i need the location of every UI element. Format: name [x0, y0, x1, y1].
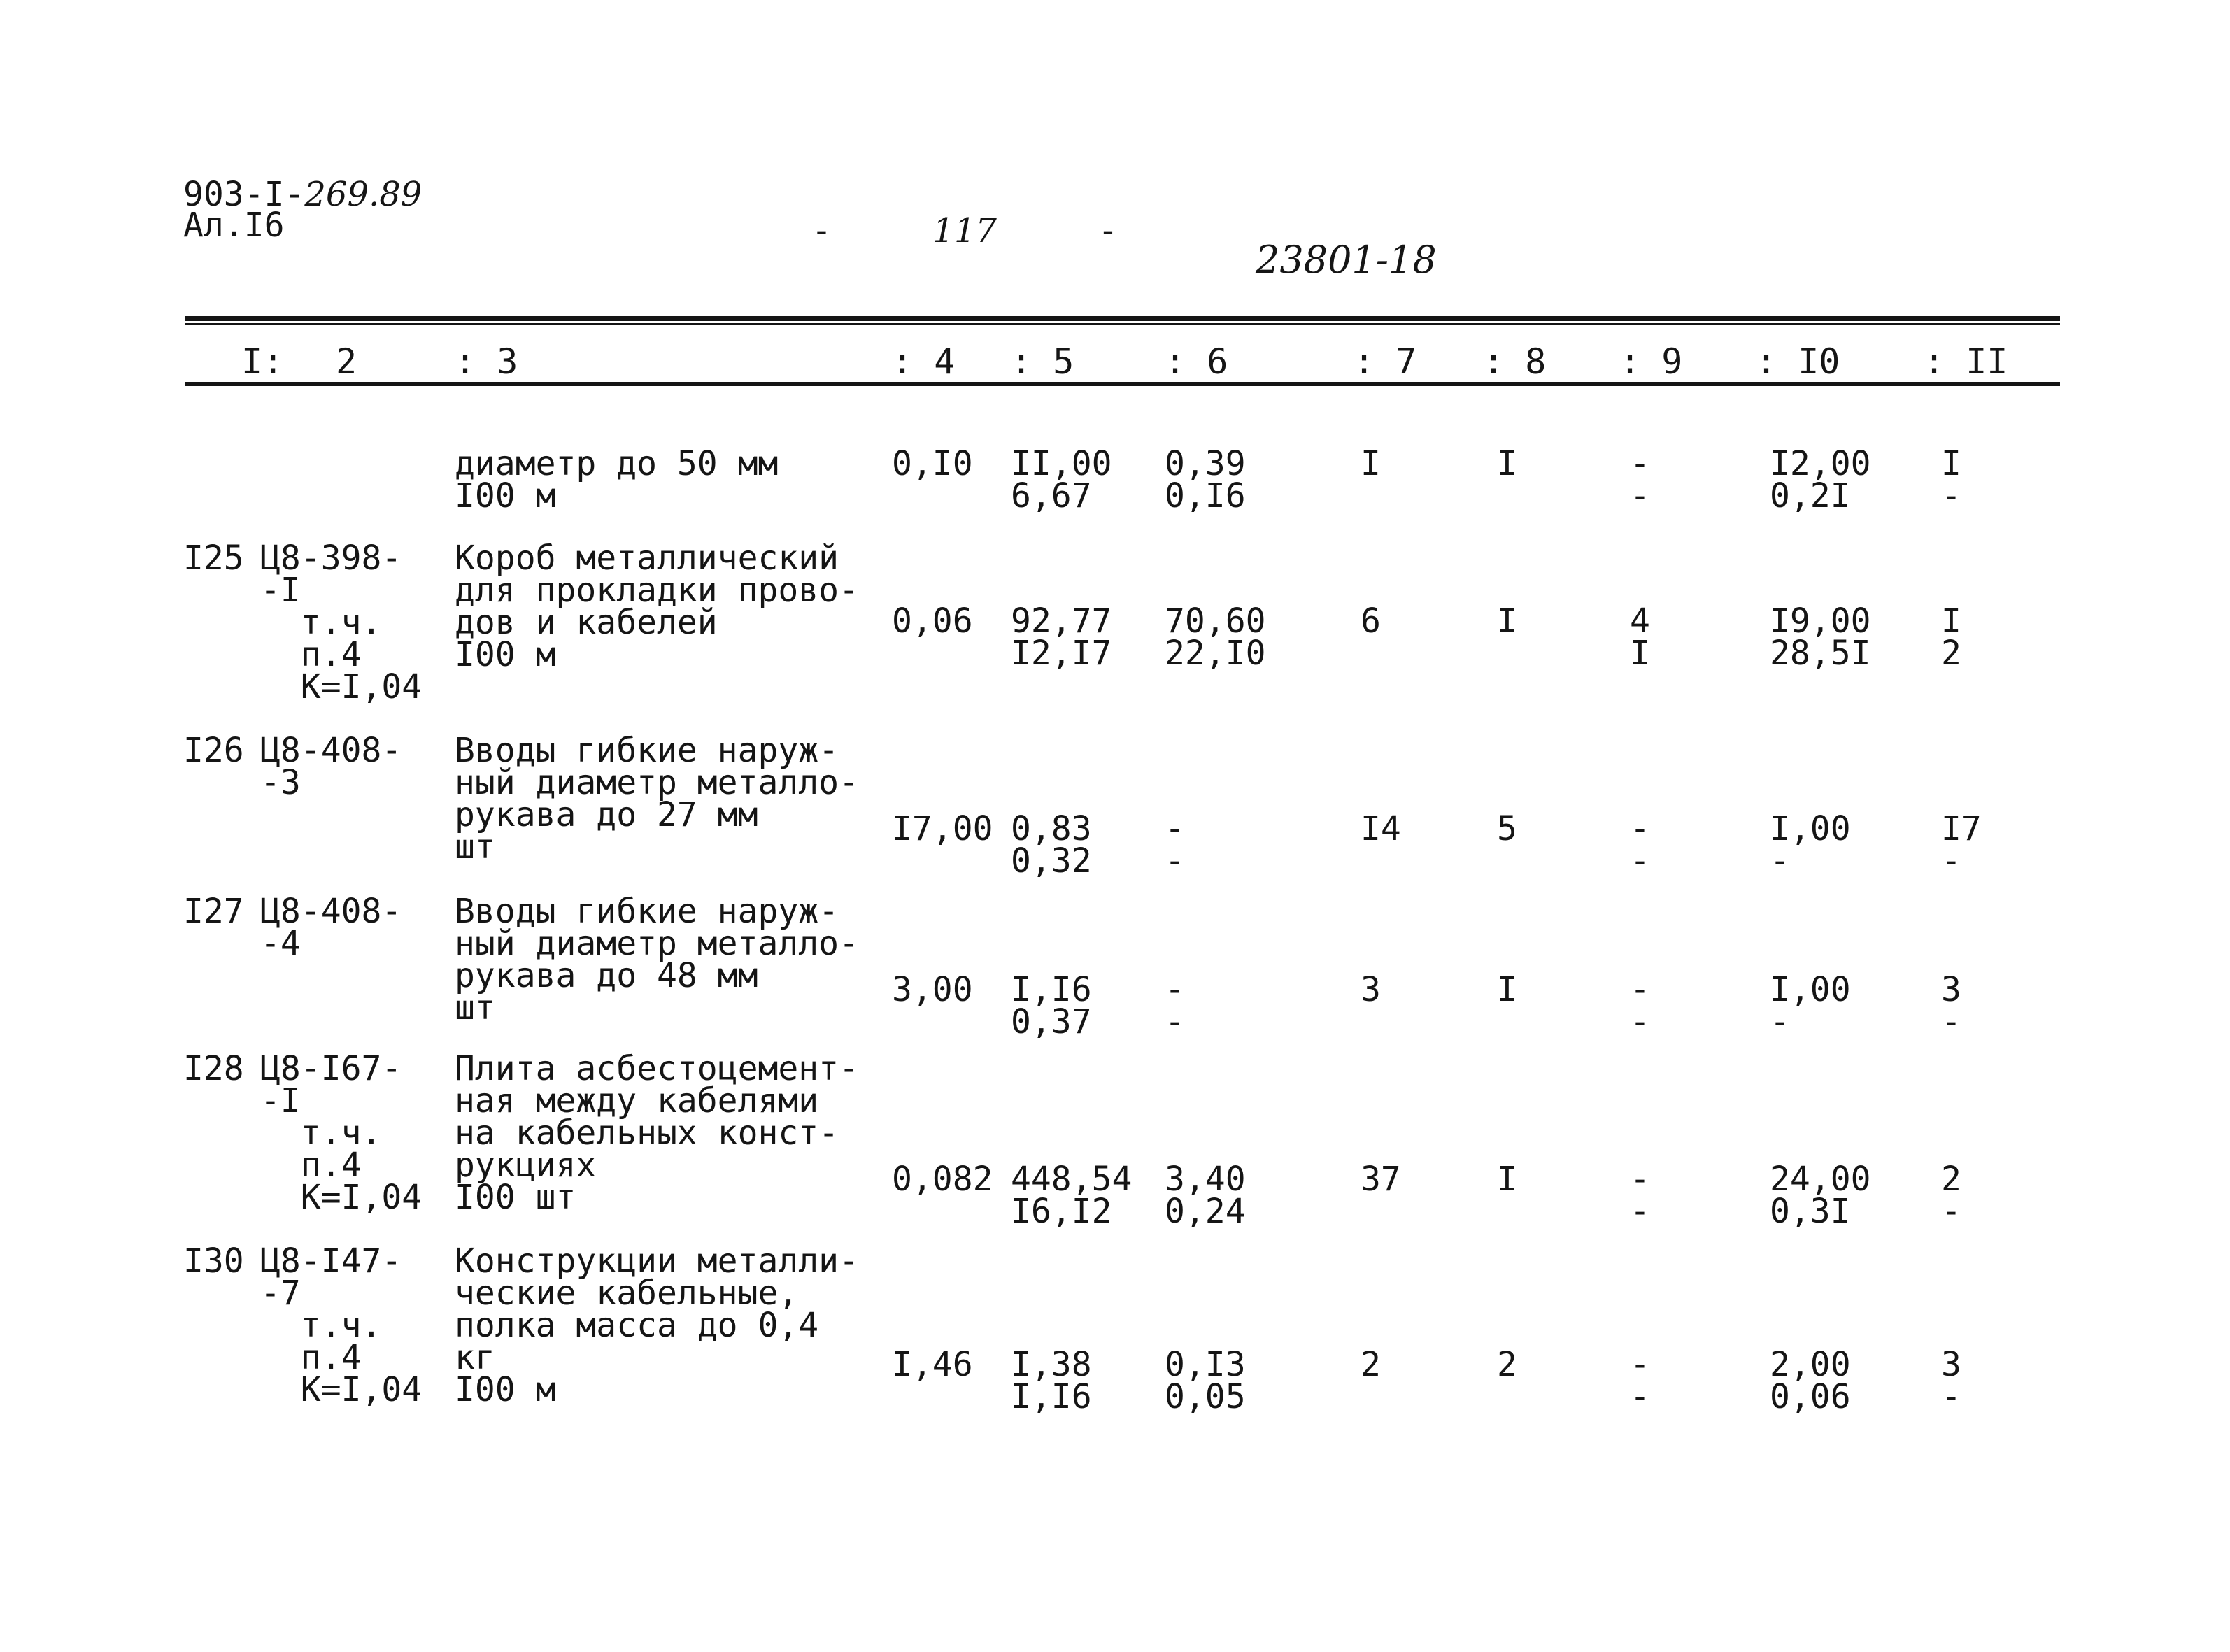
- column-header-3: : 3: [455, 341, 518, 382]
- cell-c4: I7,00: [892, 809, 993, 848]
- cell-code: Ц8-398- -I т.ч. п.4 К=I,04: [260, 539, 422, 706]
- cell-c5: 92,77 I2,I7: [1011, 601, 1112, 673]
- cell-c10: 2,00 0,06: [1770, 1345, 1851, 1416]
- cell-c11: 2 -: [1941, 1160, 1961, 1231]
- cell-c11: 3 -: [1941, 970, 1961, 1041]
- cell-c11: I 2: [1941, 601, 1961, 673]
- cell-c5: I,38 I,I6: [1011, 1345, 1092, 1416]
- cell-c9: - -: [1630, 1345, 1650, 1416]
- cell-code: Ц8-408- -4: [260, 892, 402, 963]
- cell-num: I30: [183, 1241, 244, 1281]
- column-header-2: 2: [336, 341, 357, 382]
- page-number: 117: [932, 211, 997, 250]
- page-dash-right: -: [1098, 211, 1118, 250]
- cell-c6: - -: [1165, 809, 1185, 881]
- cell-c8: I: [1497, 601, 1517, 641]
- cell-c10: I9,00 28,5I: [1770, 601, 1871, 673]
- cell-num: I28: [183, 1049, 244, 1088]
- cell-c6: 0,39 0,I6: [1165, 444, 1246, 515]
- cell-c5: II,00 6,67: [1011, 444, 1112, 515]
- cell-c11: 3 -: [1941, 1345, 1961, 1416]
- cell-code: Ц8-I67- -I т.ч. п.4 К=I,04: [260, 1049, 422, 1217]
- cell-c9: 4 I: [1630, 601, 1650, 673]
- column-header-11: : II: [1924, 341, 2008, 382]
- table-top-rule-thin: [185, 323, 2060, 325]
- cell-c7: I: [1361, 444, 1381, 483]
- cell-c9: - -: [1630, 809, 1650, 881]
- cell-c7: 37: [1361, 1160, 1401, 1199]
- column-header-7: : 7: [1354, 341, 1417, 382]
- cell-c4: 0,06: [892, 601, 973, 641]
- cell-c7: 6: [1361, 601, 1381, 641]
- cell-code: Ц8-408- -3: [260, 731, 402, 802]
- column-header-5: : 5: [1011, 341, 1074, 382]
- column-header-10: : I0: [1756, 341, 1840, 382]
- cell-c9: - -: [1630, 444, 1650, 515]
- cell-c5: 448,54 I6,I2: [1011, 1160, 1132, 1231]
- cell-c10: 24,00 0,3I: [1770, 1160, 1871, 1231]
- cell-desc: Плита асбестоцемент- ная между кабелями на кабельных конст- рукциях I00 шт: [455, 1049, 859, 1217]
- cell-c4: 3,00: [892, 970, 973, 1009]
- album-number: Ал.I6: [183, 206, 285, 245]
- cell-c11: I -: [1941, 444, 1961, 515]
- cell-c6: 0,I3 0,05: [1165, 1345, 1246, 1416]
- inventory-number: 23801-18: [1256, 238, 1437, 282]
- cell-desc: Вводы гибкие наруж- ный диаметр металло- рукава до 48 мм шт: [455, 892, 859, 1027]
- cell-num: I26: [183, 731, 244, 770]
- cell-desc: Конструкции металли- ческие кабельные, полка масса до 0,4 кг I00 м: [455, 1241, 859, 1409]
- cell-c4: I,46: [892, 1345, 973, 1384]
- cell-c6: 70,60 22,I0: [1165, 601, 1266, 673]
- column-header-9: : 9: [1619, 341, 1683, 382]
- cell-c8: 5: [1497, 809, 1517, 848]
- cell-desc: Короб металлический для прокладки прово- дов и кабелей I00 м: [455, 539, 859, 674]
- document-code-handwritten: 269.89: [304, 175, 422, 214]
- cell-desc: диаметр до 50 мм I00 м: [455, 444, 779, 515]
- cell-c7: 2: [1361, 1345, 1381, 1384]
- document-code: [183, 175, 422, 245]
- column-header-1: I:: [241, 341, 284, 382]
- page-dash-left: -: [811, 211, 832, 250]
- cell-code: Ц8-I47- -7 т.ч. п.4 К=I,04: [260, 1241, 422, 1409]
- cell-c8: I: [1497, 444, 1517, 483]
- column-header-4: : 4: [892, 341, 956, 382]
- cell-c6: - -: [1165, 970, 1185, 1041]
- table-top-rule: [185, 316, 2060, 321]
- cell-c8: I: [1497, 1160, 1517, 1199]
- cell-c10: I,00 -: [1770, 809, 1851, 881]
- cell-desc: Вводы гибкие наруж- ный диаметр металло- рукава до 27 мм шт: [455, 731, 859, 867]
- cell-c5: I,I6 0,37: [1011, 970, 1092, 1041]
- cell-c9: - -: [1630, 970, 1650, 1041]
- table-header-rule: [185, 382, 2060, 386]
- cell-c7: I4: [1361, 809, 1401, 848]
- cell-c10: I2,00 0,2I: [1770, 444, 1871, 515]
- cell-c10: I,00 -: [1770, 970, 1851, 1041]
- cell-c6: 3,40 0,24: [1165, 1160, 1246, 1231]
- cell-num: I27: [183, 892, 244, 931]
- cell-c8: 2: [1497, 1345, 1517, 1384]
- cell-c4: 0,I0: [892, 444, 973, 483]
- column-header-8: : 8: [1483, 341, 1547, 382]
- cell-c4: 0,082: [892, 1160, 993, 1199]
- page-number-block: [811, 211, 1118, 250]
- column-header-6: : 6: [1165, 341, 1228, 382]
- cell-c8: I: [1497, 970, 1517, 1009]
- cell-num: I25: [183, 539, 244, 578]
- cell-c11: I7 -: [1941, 809, 1982, 881]
- document-code-printed: 903-I-: [183, 175, 305, 214]
- cell-c9: - -: [1630, 1160, 1650, 1231]
- cell-c7: 3: [1361, 970, 1381, 1009]
- cell-c5: 0,83 0,32: [1011, 809, 1092, 881]
